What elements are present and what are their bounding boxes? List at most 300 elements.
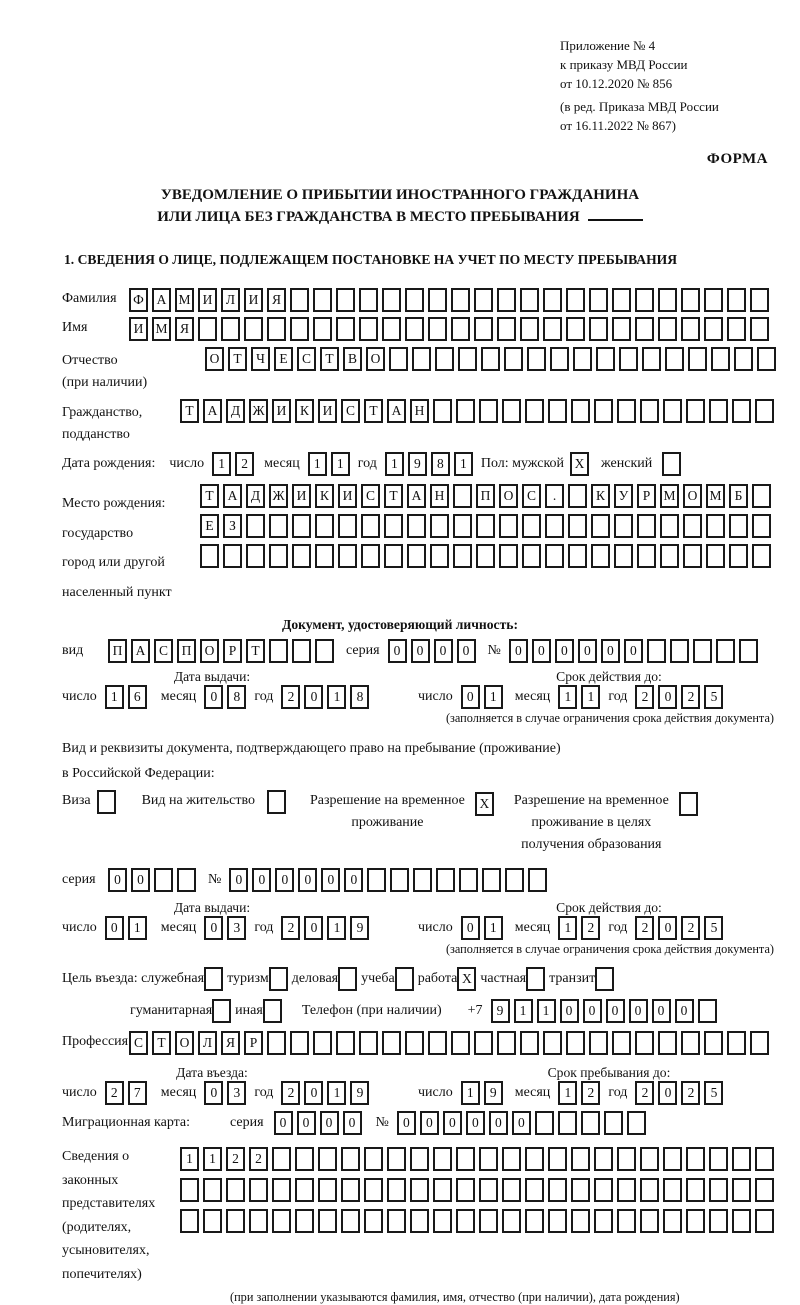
char-cell[interactable] — [338, 514, 357, 538]
char-cell[interactable]: 1 — [484, 685, 503, 709]
char-cell[interactable] — [290, 317, 309, 341]
char-cell[interactable] — [548, 399, 567, 423]
char-cell[interactable] — [505, 868, 524, 892]
char-cell[interactable] — [525, 399, 544, 423]
char-cell[interactable]: 0 — [675, 999, 694, 1023]
char-cell[interactable] — [679, 792, 698, 816]
char-cell[interactable] — [295, 1178, 314, 1202]
char-cell[interactable] — [359, 1031, 378, 1055]
char-cell[interactable] — [474, 317, 493, 341]
char-cell[interactable] — [177, 868, 196, 892]
char-cell[interactable]: 1 — [581, 685, 600, 709]
profession-cells[interactable] — [129, 1031, 773, 1055]
char-cell[interactable] — [637, 544, 656, 568]
char-cell[interactable]: 0 — [560, 999, 579, 1023]
char-cell[interactable] — [364, 1147, 383, 1171]
char-cell[interactable]: 1 — [105, 685, 124, 709]
char-cell[interactable] — [476, 514, 495, 538]
char-cell[interactable] — [267, 1031, 286, 1055]
char-cell[interactable] — [704, 1031, 723, 1055]
char-cell[interactable] — [341, 1178, 360, 1202]
char-cell[interactable] — [604, 1111, 623, 1135]
char-cell[interactable] — [292, 544, 311, 568]
doc-issue-day-cells[interactable] — [105, 685, 151, 709]
char-cell[interactable]: 3 — [227, 916, 246, 940]
char-cell[interactable]: 0 — [411, 639, 430, 663]
char-cell[interactable] — [640, 399, 659, 423]
char-cell[interactable] — [405, 288, 424, 312]
migration-series-cells[interactable] — [274, 1111, 366, 1135]
char-cell[interactable]: 0 — [304, 1081, 323, 1105]
char-cell[interactable]: 0 — [601, 639, 620, 663]
char-cell[interactable] — [640, 1147, 659, 1171]
char-cell[interactable]: 0 — [512, 1111, 531, 1135]
char-cell[interactable]: Т — [200, 484, 219, 508]
char-cell[interactable]: А — [387, 399, 406, 423]
purpose-transit-checkbox[interactable] — [595, 967, 618, 991]
char-cell[interactable] — [589, 317, 608, 341]
char-cell[interactable]: И — [198, 288, 217, 312]
char-cell[interactable] — [595, 967, 614, 991]
char-cell[interactable] — [660, 514, 679, 538]
char-cell[interactable]: 0 — [388, 639, 407, 663]
entry-month-cells[interactable] — [204, 1081, 250, 1105]
char-cell[interactable]: Т — [364, 399, 383, 423]
char-cell[interactable] — [732, 1178, 751, 1202]
char-cell[interactable]: 9 — [408, 452, 427, 476]
char-cell[interactable] — [614, 544, 633, 568]
char-cell[interactable]: П — [177, 639, 196, 663]
char-cell[interactable]: 0 — [443, 1111, 462, 1135]
char-cell[interactable]: 1 — [461, 1081, 480, 1105]
char-cell[interactable] — [686, 1147, 705, 1171]
char-cell[interactable] — [681, 288, 700, 312]
char-cell[interactable]: 1 — [203, 1147, 222, 1171]
char-cell[interactable] — [200, 544, 219, 568]
char-cell[interactable] — [249, 1209, 268, 1233]
char-cell[interactable] — [635, 1031, 654, 1055]
char-cell[interactable] — [571, 1178, 590, 1202]
char-cell[interactable]: Ч — [251, 347, 270, 371]
char-cell[interactable]: . — [545, 484, 564, 508]
char-cell[interactable]: 0 — [204, 685, 223, 709]
char-cell[interactable] — [390, 868, 409, 892]
char-cell[interactable]: Я — [267, 288, 286, 312]
purpose-official-checkbox[interactable] — [204, 967, 227, 991]
char-cell[interactable] — [198, 317, 217, 341]
stay-month-cells[interactable] — [558, 1081, 604, 1105]
char-cell[interactable] — [711, 347, 730, 371]
char-cell[interactable] — [204, 967, 223, 991]
char-cell[interactable]: 0 — [298, 868, 317, 892]
entry-day-cells[interactable] — [105, 1081, 151, 1105]
char-cell[interactable] — [543, 288, 562, 312]
char-cell[interactable] — [336, 317, 355, 341]
char-cell[interactable]: 0 — [274, 1111, 293, 1135]
char-cell[interactable]: 2 — [581, 1081, 600, 1105]
doc-valid-day-cells[interactable] — [461, 685, 507, 709]
char-cell[interactable] — [499, 514, 518, 538]
char-cell[interactable] — [246, 514, 265, 538]
char-cell[interactable]: Л — [198, 1031, 217, 1055]
char-cell[interactable] — [315, 544, 334, 568]
char-cell[interactable]: 0 — [606, 999, 625, 1023]
char-cell[interactable] — [658, 317, 677, 341]
char-cell[interactable] — [709, 399, 728, 423]
residence-valid-year-cells[interactable] — [635, 916, 727, 940]
char-cell[interactable] — [451, 317, 470, 341]
char-cell[interactable] — [683, 514, 702, 538]
stay-day-cells[interactable] — [461, 1081, 507, 1105]
char-cell[interactable] — [596, 347, 615, 371]
char-cell[interactable] — [581, 1111, 600, 1135]
char-cell[interactable] — [410, 1178, 429, 1202]
char-cell[interactable]: О — [499, 484, 518, 508]
char-cell[interactable]: 0 — [461, 916, 480, 940]
char-cell[interactable] — [732, 399, 751, 423]
char-cell[interactable] — [543, 317, 562, 341]
char-cell[interactable] — [566, 317, 585, 341]
char-cell[interactable] — [481, 347, 500, 371]
char-cell[interactable]: С — [361, 484, 380, 508]
char-cell[interactable] — [526, 967, 545, 991]
char-cell[interactable]: О — [200, 639, 219, 663]
char-cell[interactable]: 0 — [652, 999, 671, 1023]
char-cell[interactable]: Р — [637, 484, 656, 508]
residence-issue-year-cells[interactable] — [281, 916, 373, 940]
char-cell[interactable] — [660, 544, 679, 568]
char-cell[interactable] — [716, 639, 735, 663]
char-cell[interactable] — [482, 868, 501, 892]
char-cell[interactable]: Т — [384, 484, 403, 508]
char-cell[interactable] — [681, 1031, 700, 1055]
char-cell[interactable] — [617, 399, 636, 423]
char-cell[interactable] — [665, 347, 684, 371]
char-cell[interactable] — [635, 288, 654, 312]
char-cell[interactable] — [566, 288, 585, 312]
char-cell[interactable]: 5 — [704, 685, 723, 709]
char-cell[interactable]: 0 — [583, 999, 602, 1023]
char-cell[interactable] — [433, 1147, 452, 1171]
representatives-row2-cells[interactable] — [180, 1178, 778, 1202]
char-cell[interactable]: Н — [410, 399, 429, 423]
char-cell[interactable] — [263, 999, 282, 1023]
char-cell[interactable] — [750, 1031, 769, 1055]
doc-valid-year-cells[interactable] — [635, 685, 727, 709]
char-cell[interactable] — [364, 1209, 383, 1233]
char-cell[interactable] — [364, 1178, 383, 1202]
purpose-study-checkbox[interactable] — [395, 967, 418, 991]
citizenship-cells[interactable] — [180, 399, 778, 423]
char-cell[interactable] — [382, 1031, 401, 1055]
char-cell[interactable] — [548, 1147, 567, 1171]
char-cell[interactable] — [568, 544, 587, 568]
char-cell[interactable]: С — [341, 399, 360, 423]
char-cell[interactable]: 5 — [704, 916, 723, 940]
char-cell[interactable] — [458, 347, 477, 371]
char-cell[interactable]: Ж — [249, 399, 268, 423]
char-cell[interactable] — [528, 868, 547, 892]
char-cell[interactable] — [614, 514, 633, 538]
char-cell[interactable] — [387, 1147, 406, 1171]
char-cell[interactable] — [479, 399, 498, 423]
char-cell[interactable]: 1 — [558, 685, 577, 709]
char-cell[interactable] — [361, 544, 380, 568]
char-cell[interactable] — [612, 1031, 631, 1055]
char-cell[interactable] — [338, 967, 357, 991]
char-cell[interactable]: Ж — [269, 484, 288, 508]
char-cell[interactable] — [658, 1031, 677, 1055]
char-cell[interactable]: И — [244, 288, 263, 312]
char-cell[interactable] — [686, 1209, 705, 1233]
char-cell[interactable] — [591, 544, 610, 568]
char-cell[interactable] — [647, 639, 666, 663]
residence-series-cells[interactable] — [108, 868, 200, 892]
char-cell[interactable]: 2 — [235, 452, 254, 476]
char-cell[interactable]: 1 — [514, 999, 533, 1023]
char-cell[interactable] — [479, 1209, 498, 1233]
char-cell[interactable] — [612, 288, 631, 312]
char-cell[interactable] — [272, 1209, 291, 1233]
birth-place-row2-cells[interactable] — [200, 514, 775, 538]
given-name-cells[interactable] — [129, 317, 773, 341]
char-cell[interactable] — [709, 1147, 728, 1171]
sex-male-checkbox[interactable] — [570, 452, 593, 476]
char-cell[interactable] — [571, 399, 590, 423]
char-cell[interactable]: 1 — [454, 452, 473, 476]
char-cell[interactable] — [545, 544, 564, 568]
char-cell[interactable] — [497, 288, 516, 312]
char-cell[interactable]: 1 — [537, 999, 556, 1023]
char-cell[interactable]: 2 — [635, 685, 654, 709]
char-cell[interactable]: 0 — [532, 639, 551, 663]
representatives-row1-cells[interactable] — [180, 1147, 778, 1171]
char-cell[interactable] — [499, 544, 518, 568]
char-cell[interactable] — [727, 1031, 746, 1055]
char-cell[interactable]: И — [318, 399, 337, 423]
char-cell[interactable] — [502, 1147, 521, 1171]
char-cell[interactable]: 0 — [658, 685, 677, 709]
char-cell[interactable]: 1 — [128, 916, 147, 940]
purpose-business-checkbox[interactable] — [338, 967, 361, 991]
char-cell[interactable]: А — [223, 484, 242, 508]
char-cell[interactable] — [637, 514, 656, 538]
char-cell[interactable]: А — [152, 288, 171, 312]
char-cell[interactable] — [226, 1178, 245, 1202]
char-cell[interactable] — [290, 288, 309, 312]
char-cell[interactable] — [405, 317, 424, 341]
char-cell[interactable] — [502, 1178, 521, 1202]
char-cell[interactable]: 0 — [629, 999, 648, 1023]
char-cell[interactable]: А — [203, 399, 222, 423]
char-cell[interactable] — [97, 790, 116, 814]
char-cell[interactable] — [180, 1178, 199, 1202]
char-cell[interactable] — [295, 1209, 314, 1233]
char-cell[interactable] — [433, 1209, 452, 1233]
char-cell[interactable] — [617, 1178, 636, 1202]
char-cell[interactable] — [732, 1147, 751, 1171]
char-cell[interactable] — [246, 544, 265, 568]
char-cell[interactable]: 0 — [420, 1111, 439, 1135]
purpose-work-checkbox[interactable] — [457, 967, 480, 991]
char-cell[interactable] — [318, 1178, 337, 1202]
char-cell[interactable] — [269, 544, 288, 568]
char-cell[interactable]: М — [175, 288, 194, 312]
char-cell[interactable]: 1 — [327, 1081, 346, 1105]
char-cell[interactable]: 1 — [558, 1081, 577, 1105]
char-cell[interactable] — [244, 317, 263, 341]
char-cell[interactable] — [387, 1209, 406, 1233]
char-cell[interactable] — [269, 967, 288, 991]
char-cell[interactable] — [413, 868, 432, 892]
char-cell[interactable] — [525, 1147, 544, 1171]
char-cell[interactable] — [663, 399, 682, 423]
char-cell[interactable]: 0 — [658, 1081, 677, 1105]
stay-year-cells[interactable] — [635, 1081, 727, 1105]
char-cell[interactable]: 1 — [327, 685, 346, 709]
char-cell[interactable]: И — [338, 484, 357, 508]
char-cell[interactable] — [430, 514, 449, 538]
entry-year-cells[interactable] — [281, 1081, 373, 1105]
char-cell[interactable] — [451, 1031, 470, 1055]
char-cell[interactable]: 0 — [461, 685, 480, 709]
char-cell[interactable]: 1 — [484, 916, 503, 940]
char-cell[interactable] — [709, 1209, 728, 1233]
char-cell[interactable]: 2 — [226, 1147, 245, 1171]
char-cell[interactable] — [727, 288, 746, 312]
char-cell[interactable] — [752, 514, 771, 538]
char-cell[interactable] — [686, 399, 705, 423]
char-cell[interactable] — [384, 514, 403, 538]
birth-place-row3-cells[interactable] — [200, 544, 775, 568]
char-cell[interactable] — [502, 399, 521, 423]
char-cell[interactable]: 9 — [484, 1081, 503, 1105]
birth-year-cells[interactable] — [385, 452, 477, 476]
char-cell[interactable] — [612, 317, 631, 341]
char-cell[interactable]: Б — [729, 484, 748, 508]
char-cell[interactable] — [591, 514, 610, 538]
char-cell[interactable] — [663, 1178, 682, 1202]
char-cell[interactable] — [430, 544, 449, 568]
char-cell[interactable] — [752, 544, 771, 568]
char-cell[interactable]: Т — [180, 399, 199, 423]
char-cell[interactable]: 7 — [128, 1081, 147, 1105]
char-cell[interactable] — [755, 399, 774, 423]
char-cell[interactable] — [617, 1209, 636, 1233]
char-cell[interactable]: 0 — [578, 639, 597, 663]
char-cell[interactable]: X — [570, 452, 589, 476]
char-cell[interactable]: П — [476, 484, 495, 508]
char-cell[interactable] — [428, 1031, 447, 1055]
char-cell[interactable]: Т — [228, 347, 247, 371]
char-cell[interactable] — [435, 347, 454, 371]
char-cell[interactable] — [571, 1147, 590, 1171]
purpose-tourism-checkbox[interactable] — [269, 967, 292, 991]
surname-cells[interactable] — [129, 288, 773, 312]
char-cell[interactable] — [389, 347, 408, 371]
char-cell[interactable]: 0 — [555, 639, 574, 663]
char-cell[interactable]: Д — [226, 399, 245, 423]
char-cell[interactable] — [154, 868, 173, 892]
char-cell[interactable]: 0 — [229, 868, 248, 892]
char-cell[interactable]: 9 — [350, 916, 369, 940]
char-cell[interactable] — [267, 317, 286, 341]
char-cell[interactable] — [382, 317, 401, 341]
char-cell[interactable]: А — [407, 484, 426, 508]
char-cell[interactable] — [558, 1111, 577, 1135]
char-cell[interactable] — [755, 1178, 774, 1202]
char-cell[interactable] — [706, 514, 725, 538]
char-cell[interactable] — [589, 1031, 608, 1055]
doc-kind-cells[interactable] — [108, 639, 338, 663]
char-cell[interactable]: 2 — [635, 916, 654, 940]
char-cell[interactable]: С — [154, 639, 173, 663]
char-cell[interactable]: 0 — [275, 868, 294, 892]
char-cell[interactable] — [688, 347, 707, 371]
char-cell[interactable]: А — [131, 639, 150, 663]
char-cell[interactable]: 0 — [108, 868, 127, 892]
char-cell[interactable] — [729, 544, 748, 568]
char-cell[interactable] — [428, 317, 447, 341]
residence-valid-month-cells[interactable] — [558, 916, 604, 940]
char-cell[interactable]: 1 — [558, 916, 577, 940]
char-cell[interactable] — [338, 544, 357, 568]
char-cell[interactable] — [545, 514, 564, 538]
char-cell[interactable]: И — [272, 399, 291, 423]
char-cell[interactable]: И — [129, 317, 148, 341]
char-cell[interactable] — [474, 288, 493, 312]
char-cell[interactable]: 0 — [343, 1111, 362, 1135]
char-cell[interactable] — [550, 347, 569, 371]
char-cell[interactable]: 2 — [681, 916, 700, 940]
char-cell[interactable] — [269, 639, 288, 663]
char-cell[interactable]: Е — [274, 347, 293, 371]
char-cell[interactable] — [359, 288, 378, 312]
char-cell[interactable] — [566, 1031, 585, 1055]
char-cell[interactable] — [750, 317, 769, 341]
char-cell[interactable] — [706, 544, 725, 568]
char-cell[interactable] — [520, 1031, 539, 1055]
char-cell[interactable]: 0 — [204, 916, 223, 940]
doc-valid-month-cells[interactable] — [558, 685, 604, 709]
char-cell[interactable] — [663, 1209, 682, 1233]
char-cell[interactable] — [249, 1178, 268, 1202]
char-cell[interactable]: 0 — [321, 868, 340, 892]
doc-series-cells[interactable] — [388, 639, 480, 663]
char-cell[interactable]: 0 — [297, 1111, 316, 1135]
char-cell[interactable]: X — [457, 967, 476, 991]
char-cell[interactable] — [180, 1209, 199, 1233]
char-cell[interactable]: О — [175, 1031, 194, 1055]
char-cell[interactable] — [750, 288, 769, 312]
char-cell[interactable] — [479, 1178, 498, 1202]
char-cell[interactable] — [384, 544, 403, 568]
char-cell[interactable] — [315, 514, 334, 538]
char-cell[interactable] — [734, 347, 753, 371]
char-cell[interactable] — [405, 1031, 424, 1055]
char-cell[interactable] — [704, 317, 723, 341]
char-cell[interactable]: 0 — [397, 1111, 416, 1135]
char-cell[interactable]: 0 — [344, 868, 363, 892]
doc-issue-year-cells[interactable] — [281, 685, 373, 709]
char-cell[interactable]: 8 — [431, 452, 450, 476]
doc-issue-month-cells[interactable] — [204, 685, 250, 709]
patronymic-cells[interactable] — [205, 347, 780, 371]
char-cell[interactable] — [663, 1147, 682, 1171]
char-cell[interactable] — [755, 1147, 774, 1171]
char-cell[interactable] — [497, 317, 516, 341]
char-cell[interactable]: 0 — [434, 639, 453, 663]
